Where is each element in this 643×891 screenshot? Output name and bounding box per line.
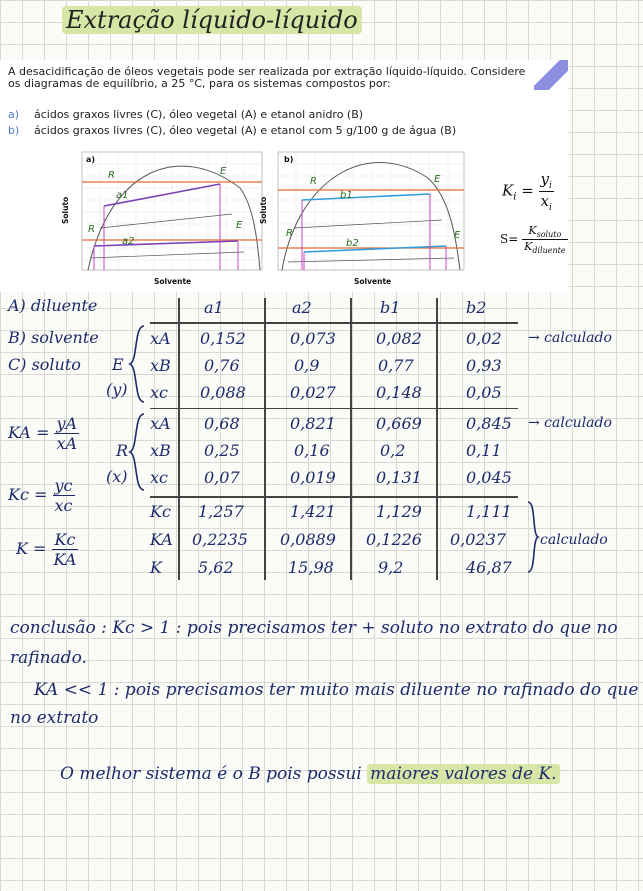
table-cell: 0,027	[290, 383, 336, 402]
table-header-rule	[150, 322, 518, 324]
col-header-a2: a2	[292, 298, 312, 317]
ternary-diagram-b	[258, 148, 472, 288]
table-cell: 0,68	[204, 414, 240, 433]
table-cell: 46,87	[466, 558, 512, 577]
label-solute: C) soluto	[8, 355, 81, 374]
tie-label-b1: b1	[340, 190, 353, 201]
table-cell: 0,669	[376, 414, 422, 433]
table-cell: 0,77	[378, 356, 414, 375]
exercise-excerpt	[0, 60, 568, 292]
raffinate-label: R	[108, 170, 115, 181]
table-cell: 0,131	[376, 468, 422, 487]
table-cell: 0,76	[204, 356, 240, 375]
extract-label: E	[454, 230, 461, 241]
table-cell: 0,073	[290, 329, 336, 348]
x-axis-label: Solvente	[354, 277, 392, 286]
panel-label: b)	[284, 155, 294, 164]
table-cell: 0,93	[466, 356, 502, 375]
table-cell: 1,111	[466, 502, 512, 521]
raffinate-label: R	[310, 176, 317, 187]
table-cell: 0,152	[200, 329, 246, 348]
ternary-diagram-a	[60, 148, 270, 288]
note-calculated: → calculado	[528, 330, 612, 346]
corner-decoration	[534, 60, 568, 90]
conclusion-line-1: conclusão : Kc > 1 : pois precisamos ter + soluto no extrato do que no	[10, 618, 618, 638]
exercise-item-a	[8, 108, 363, 121]
label-diluent: A) diluente	[8, 296, 98, 315]
table-cell: 9,2	[378, 558, 404, 577]
extract-phase-label: E	[112, 355, 124, 374]
col-header-b2: b2	[466, 298, 487, 317]
final-conclusion-highlight: maiores valores de K.	[367, 764, 559, 784]
table-cell: 0,16	[294, 441, 330, 460]
table-cell: 15,98	[288, 558, 334, 577]
row-label: xA	[150, 414, 171, 433]
table-cell: 0,2235	[192, 530, 248, 549]
kc-formula: Kc = $\frac{yc}{xc}$	[8, 476, 73, 515]
extract-label: E	[220, 166, 227, 177]
table-cell: 0,019	[290, 468, 336, 487]
table-cell: 5,62	[198, 558, 234, 577]
row-label: xA	[150, 329, 171, 348]
table-cell: 0,11	[466, 441, 502, 460]
table-cell: 1,257	[198, 502, 244, 521]
table-cell: 0,045	[466, 468, 512, 487]
tie-label-b2: b2	[346, 238, 359, 249]
item-letter: a)	[8, 108, 20, 121]
final-conclusion-text: O melhor sistema é o B pois possui	[60, 764, 368, 784]
item-letter: b)	[8, 124, 20, 137]
ka-formula: KA = $\frac{yA}{xA}$	[8, 414, 78, 453]
row-label: xB	[150, 356, 171, 375]
note-calculated: calculado	[540, 532, 608, 548]
col-header-b1: b1	[380, 298, 401, 317]
tie-label-a2: a2	[122, 236, 135, 247]
y-axis-label: Soluto	[61, 196, 70, 224]
table-cell: 0,148	[376, 383, 422, 402]
table-cell: 0,821	[290, 414, 336, 433]
table-cell: 0,082	[376, 329, 422, 348]
conclusion-line-4: no extrato	[10, 708, 99, 728]
selectivity-formula: S= $\frac{K_{soluto}}{K_{diluente}}$	[500, 224, 566, 256]
panel-label: a)	[86, 155, 96, 164]
table-cell: 0,05	[466, 383, 502, 402]
table-cell: 0,2	[380, 441, 406, 460]
table-cell: 0,02	[466, 329, 502, 348]
table-cell: 0,0237	[450, 530, 506, 549]
k-formula: K = $\frac{Kc}{KA}$	[16, 530, 77, 569]
note-calculated: → calculado	[528, 415, 612, 431]
raffinate-phase-label: R	[116, 441, 129, 460]
brace-e	[128, 324, 148, 404]
extract-label: E	[434, 174, 441, 185]
table-col-rule	[178, 298, 180, 580]
raffinate-x-label: (x)	[106, 467, 128, 486]
row-label: xB	[150, 441, 171, 460]
table-col-rule	[350, 298, 352, 580]
exercise-intro: A desacidificação de óleos vegetais pode ser realizada por extração líquido-líquido. Considere os diagramas de equilíbrio, a 25 °C, para os sistemas compostos por:	[8, 65, 526, 90]
row-label: KA	[150, 530, 173, 549]
table-cell: 1,421	[290, 502, 336, 521]
col-header-a1: a1	[204, 298, 224, 317]
row-label: Kc	[150, 502, 171, 521]
extract-label: E	[236, 220, 243, 231]
row-label: xc	[150, 468, 168, 487]
row-label: K	[150, 558, 162, 577]
ki-formula: $K_i$ = $\frac{y_i}{x_i}$	[502, 170, 552, 213]
item-text: ácidos graxos livres (C), óleo vegetal (A) e etanol com 5 g/100 g de água (B)	[34, 124, 457, 137]
table-cell: 0,9	[294, 356, 320, 375]
y-axis-label: Soluto	[259, 196, 268, 224]
extract-y-label: (y)	[106, 380, 128, 399]
table-cell: 0,07	[204, 468, 240, 487]
row-label: xc	[150, 383, 168, 402]
table-cell: 1,129	[376, 502, 422, 521]
raffinate-label: R	[88, 224, 95, 235]
raffinate-label: R	[286, 228, 293, 239]
item-text: ácidos graxos livres (C), óleo vegetal (A) e etanol anidro (B)	[34, 108, 364, 121]
exercise-item-b	[8, 124, 456, 137]
x-axis-label: Solvente	[154, 277, 192, 286]
tie-label-a1: a1	[116, 190, 129, 201]
table-rule	[150, 408, 518, 409]
brace-right	[526, 500, 540, 574]
conclusion-line-2: rafinado.	[10, 648, 87, 668]
conclusion-line-3: KA << 1 : pois precisamos ter muito mais diluente no rafinado do que	[34, 680, 639, 700]
title-highlight: Extração líquido-líquido	[62, 6, 362, 34]
table-cell: 0,1226	[366, 530, 422, 549]
page-title	[62, 6, 362, 34]
table-cell: 0,0889	[280, 530, 336, 549]
label-solvent: B) solvente	[8, 328, 99, 347]
table-rule	[150, 496, 518, 498]
table-cell: 0,088	[200, 383, 246, 402]
table-col-rule	[264, 298, 266, 580]
brace-r	[128, 412, 148, 492]
final-conclusion	[60, 764, 560, 784]
table-cell: 0,845	[466, 414, 512, 433]
table-col-rule	[436, 298, 438, 580]
table-cell: 0,25	[204, 441, 240, 460]
